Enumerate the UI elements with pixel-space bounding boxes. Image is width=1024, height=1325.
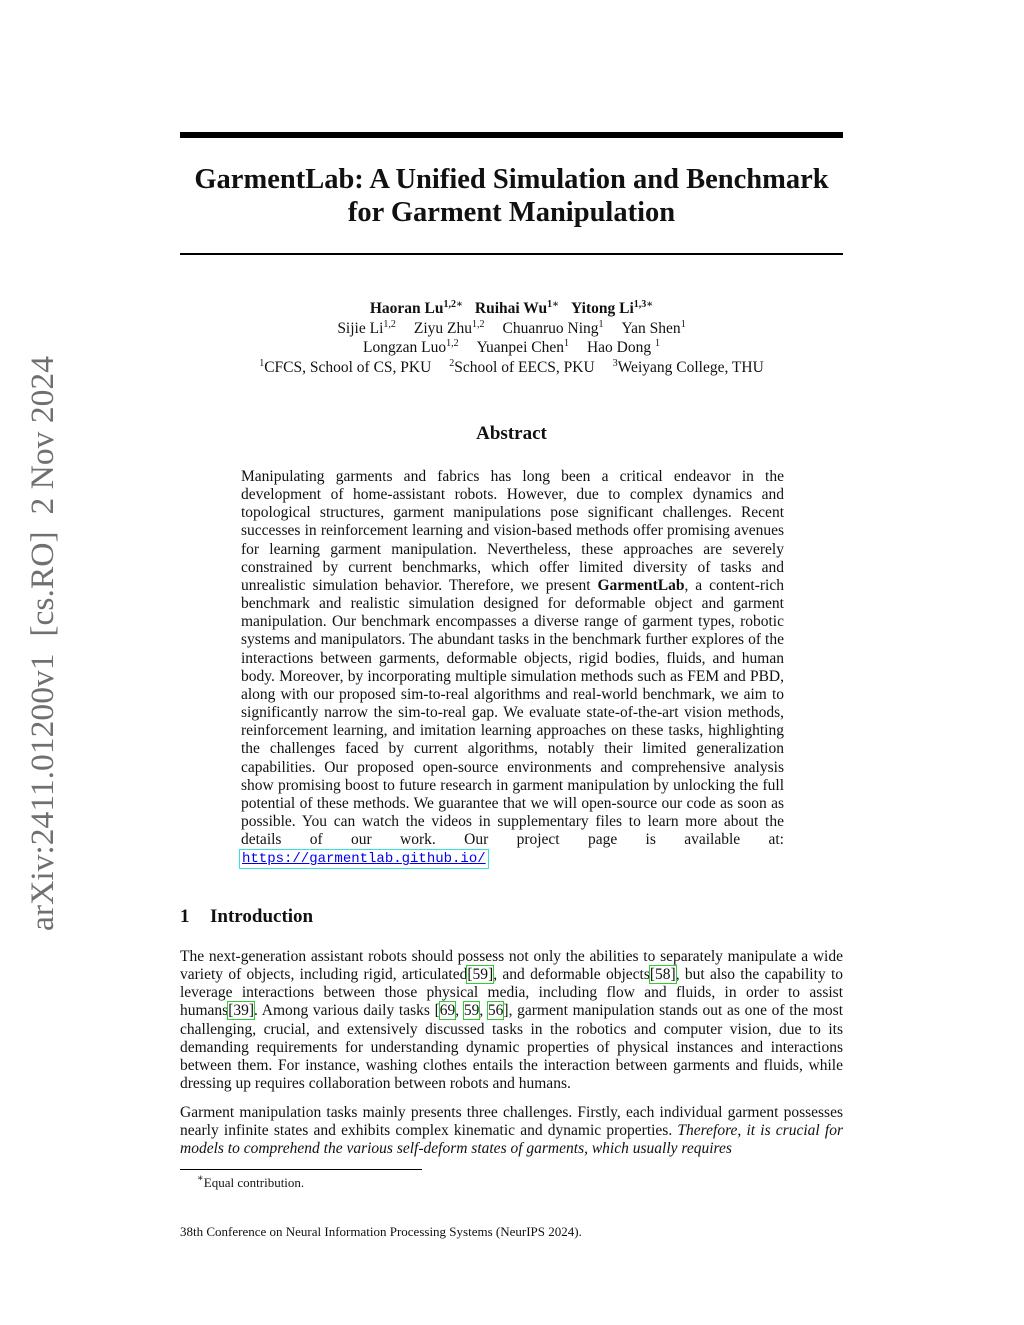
footnote-text: Equal contribution. <box>203 1175 305 1190</box>
author: Sijie Li$^{1,2}$ <box>337 318 396 337</box>
title-line-1: GarmentLab: A Unified Simulation and Benchmark <box>194 164 829 195</box>
title-line-2: for Garment Manipulation <box>347 197 676 228</box>
arxiv-stamp <box>22 356 62 931</box>
section-heading-introduction <box>180 906 313 928</box>
affiliation: $^1$CFCS, School of CS, PKU <box>259 357 432 376</box>
title-bottom-rule <box>180 253 843 255</box>
citation-link[interactable]: 59 <box>463 1002 480 1020</box>
intro-paragraph-2: Garment manipulation tasks mainly presents three challenges. Firstly, each individual garment possesses nearly infinite states and exhibits complex kinematic and dynamic properties. Therefore, it is crucial for models to comprehend the various self-deform states of garments, which usually requires <box>180 1104 843 1158</box>
author-line-1 <box>180 299 843 319</box>
author: Chuanruo Ning$^1$ <box>502 318 604 337</box>
citation-link[interactable]: [59] <box>467 966 494 984</box>
abstract-text-1: Manipulating garments and fabrics has long been a critical endeavor in the development of home-assistant robots. However, due to complex dynamics and topological structures, garment manipulations pose significant challenges. Recent successes in reinforcement learning and vision-based methods offer promising avenues for learning garment manipulation. Nevertheless, these approaches are severely constrained by current benchmarks, which offer limited diversity of tasks and unrealistic simulation behavior. Therefore, we present <box>241 468 784 594</box>
author-line-2 <box>180 319 843 339</box>
footnote-mark: ∗ <box>197 1173 204 1184</box>
citation-link[interactable]: 69 <box>439 1002 456 1020</box>
author: Yan Shen$^1$ <box>621 318 686 337</box>
abstract-body <box>241 468 784 868</box>
author-block <box>180 299 843 377</box>
affiliation: $^3$Weiyang College, THU <box>612 357 764 376</box>
affiliation: $^2$School of EECS, PKU <box>449 357 595 376</box>
abstract-text-2: , a content-rich benchmark and realistic simulation designed for deformable object and garment manipulation. Our benchmark encompasses a diverse range of garment types, robotic systems and manipulators. The abundant tasks in the benchmark further explores of the interactions between garments, deformable objects, rigid bodies, fluids, and human body. Moreover, by incorporating multiple simulation methods such as FEM and PBD, along with our proposed sim-to-real algorithms and real-world benchmark, we aim to significantly narrow the sim-to-real gap. We evaluate state-of-the-art vision methods, reinforcement learning, and imitation learning approaches on these tasks, highlighting the challenges faced by current algorithms, notably their limited generalization capabilities. Our proposed open-source environments and comprehensive analysis show promising boost to future research in garment manipulation by unlocking the full potential of these methods. We guarantee that we will open-source our code as soon as possible. You can watch the videos in supplementary files to learn more about the details of our work. Our project page is available at: <box>241 576 784 849</box>
citation-link[interactable]: [58] <box>649 966 676 984</box>
footnote <box>197 1175 304 1191</box>
citation-link[interactable]: 56 <box>487 1002 504 1020</box>
project-url-link[interactable]: https://garmentlab.github.io/ <box>242 851 486 868</box>
paper-title <box>180 163 843 229</box>
author: Haoran $Lu^{1,2∗}$ <box>369 299 463 317</box>
citation-link[interactable]: [39] <box>228 1002 255 1020</box>
intro-italic-text: Therefore, it is crucial for models to comprehend the various self-deform states of garments, which usually requires <box>180 1122 843 1158</box>
author: Ziyu Zhu$^{1,2}$ <box>413 318 485 337</box>
venue-footer: 38th Conference on Neural Information Processing Systems (NeurIPS 2024). <box>180 1224 582 1239</box>
title-top-rule <box>180 132 843 138</box>
footnote-rule <box>180 1169 422 1170</box>
arxiv-stamp-svg <box>22 356 62 931</box>
section-title: Introduction <box>210 906 314 927</box>
author: Yitong $Li^{1,3∗}$ <box>571 299 654 317</box>
author: Yuanpei Chen$^1$ <box>476 338 569 356</box>
intro-paragraph-1: The next-generation assistant robots should possess not only the abilities to separately manipulate a wide variety of objects, including rigid, articulated[59], and deformable objects[58], but also the capability to leverage interactions between those physical media, including flow and fluids, in order to assist humans[39]. Among various daily tasks [69, 59, 56], garment manipulation stands out as one of the most challenging, crucial, and extensively discussed tasks in the robotics and computer vision, due to its demanding requirements for understanding dynamic properties of physical instances and interactions between them. For instance, washing clothes entails the interaction between garments and fluids, while dressing up requires collaboration between robots and humans. <box>180 948 844 1093</box>
abstract-heading: Abstract <box>476 423 547 444</box>
affiliations <box>180 358 843 378</box>
author: Ruihai $Wu^{1∗}$ <box>474 299 560 317</box>
author: Hao Dong $^1$ <box>586 338 660 356</box>
author: Longzan Luo$^{1,2}$ <box>363 338 459 356</box>
section-number: 1 <box>180 906 190 927</box>
author-line-3 <box>180 338 843 358</box>
abstract-bold-name: GarmentLab <box>597 576 685 594</box>
arxiv-stamp-text: arXiv:2411.01200v1 [cs.RO] 2 Nov 2024 <box>25 365 61 931</box>
